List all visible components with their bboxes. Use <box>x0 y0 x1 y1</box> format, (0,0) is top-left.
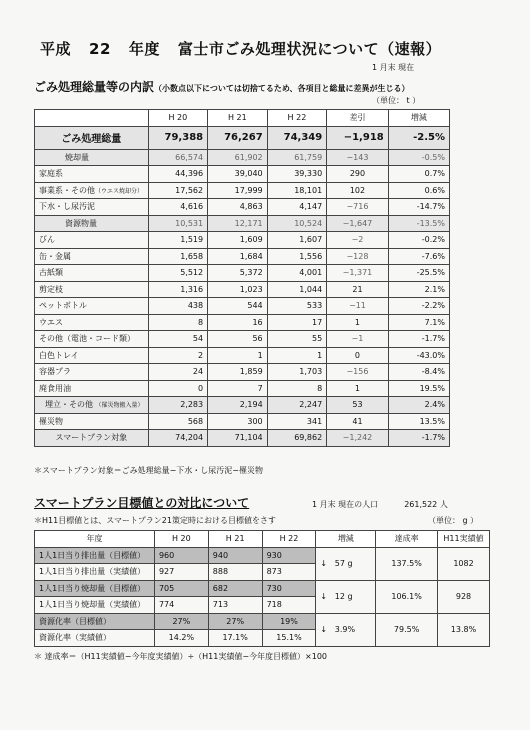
cell: 10,531 <box>148 215 208 232</box>
cell: −128 <box>327 248 389 265</box>
row-label-text: 事業系・その他 <box>39 185 95 195</box>
cell: 0.6% <box>388 182 449 199</box>
cell: 24 <box>148 364 208 381</box>
h11-actual: 13.8% <box>438 613 490 646</box>
cell: 5,512 <box>148 265 208 282</box>
table-row <box>35 430 450 447</box>
title-year: 22 <box>89 40 111 58</box>
row-label: 1人1日当り焼却量（実績値） <box>35 597 155 614</box>
cell: 930 <box>262 547 316 564</box>
table-row <box>35 265 450 282</box>
row-label: 資源物量 <box>35 215 149 232</box>
cell: 1,684 <box>208 248 268 265</box>
table-row <box>35 314 450 331</box>
change-cell <box>316 580 376 613</box>
row-label: 白色トレイ <box>35 347 149 364</box>
cell: 718 <box>262 597 316 614</box>
waste-breakdown-table <box>34 109 450 447</box>
cell: 56 <box>208 331 268 348</box>
cell: 2.1% <box>388 281 449 298</box>
cell: 960 <box>154 547 208 564</box>
header-cell: H 21 <box>208 110 268 127</box>
smart-plan-target-table <box>34 530 490 647</box>
cell: 17 <box>267 314 327 331</box>
cell: 21 <box>327 281 389 298</box>
cell: 2.4% <box>388 397 449 414</box>
cell: 1,556 <box>267 248 327 265</box>
cell: 53 <box>327 397 389 414</box>
cell: -43.0% <box>388 347 449 364</box>
population-info <box>312 499 448 510</box>
header-cell: 差引 <box>327 110 389 127</box>
cell: 7 <box>208 380 268 397</box>
cell: −1 <box>327 331 389 348</box>
cell: 0 <box>327 347 389 364</box>
row-label <box>35 397 149 414</box>
header-cell: H 20 <box>148 110 208 127</box>
section1-heading <box>34 78 410 95</box>
cell: -2.2% <box>388 298 449 315</box>
cell: 2,247 <box>267 397 327 414</box>
table-row <box>35 281 450 298</box>
cell: −1,647 <box>327 215 389 232</box>
cell: -0.5% <box>388 149 449 166</box>
cell: 17,999 <box>208 182 268 199</box>
cell: 940 <box>208 547 262 564</box>
cell: 7.1% <box>388 314 449 331</box>
cell: 1,519 <box>148 232 208 249</box>
table-row <box>35 166 450 183</box>
cell: −2 <box>327 232 389 249</box>
row-label: 罹災物 <box>35 413 149 430</box>
cell: -2.5% <box>388 126 449 149</box>
h11-actual: 1082 <box>438 547 490 580</box>
table-row <box>35 331 450 348</box>
cell: 66,574 <box>148 149 208 166</box>
row-label <box>35 182 149 199</box>
cell: 74,204 <box>148 430 208 447</box>
cell: 4,001 <box>267 265 327 282</box>
cell: 1 <box>327 380 389 397</box>
cell: 774 <box>154 597 208 614</box>
table-row <box>35 298 450 315</box>
title-main: 富士市ごみ処理状況について（速報） <box>177 40 442 58</box>
table-row <box>35 413 450 430</box>
cell: 0 <box>148 380 208 397</box>
row-label: スマートプラン対象 <box>35 430 149 447</box>
cell: 705 <box>154 580 208 597</box>
header-cell: 年度 <box>35 531 155 548</box>
cell: 290 <box>327 166 389 183</box>
cell: 682 <box>208 580 262 597</box>
cell: 1,316 <box>148 281 208 298</box>
cell: 2 <box>148 347 208 364</box>
cell: 1 <box>208 347 268 364</box>
cell: 888 <box>208 564 262 581</box>
footnote-achievement-formula: ＊ 達成率＝（H11実績値−今年度実績値）÷（H11実績値−今年度目標値）×100 <box>34 652 328 661</box>
cell: 44,396 <box>148 166 208 183</box>
cell: -7.6% <box>388 248 449 265</box>
cell: 1,859 <box>208 364 268 381</box>
table-row <box>35 215 450 232</box>
cell: 4,147 <box>267 199 327 216</box>
achievement-rate: 79.5% <box>376 613 438 646</box>
table-header-row <box>35 531 490 548</box>
table-row <box>35 380 450 397</box>
cell: −143 <box>327 149 389 166</box>
row-label: 古紙類 <box>35 265 149 282</box>
row-label: 資源化率（実績値） <box>35 630 155 647</box>
cell: 54 <box>148 331 208 348</box>
cell: 1,703 <box>267 364 327 381</box>
cell: 55 <box>267 331 327 348</box>
change-value: 12 g <box>334 592 353 601</box>
section2-heading: スマートプラン目標値との対比について <box>34 496 250 510</box>
down-arrow-icon: ↓ <box>320 559 328 568</box>
cell: −1,242 <box>327 430 389 447</box>
cell: -1.7% <box>388 430 449 447</box>
row-label: 1人1日当り焼却量（目標値） <box>35 580 155 597</box>
cell: 17.1% <box>208 630 262 647</box>
cell: 1,607 <box>267 232 327 249</box>
row-label: ペットボトル <box>35 298 149 315</box>
row-label: ごみ処理総量 <box>35 126 149 149</box>
cell: −11 <box>327 298 389 315</box>
cell: 17,562 <box>148 182 208 199</box>
table-row <box>35 347 450 364</box>
cell: 39,040 <box>208 166 268 183</box>
cell: 16 <box>208 314 268 331</box>
cell: 39,330 <box>267 166 327 183</box>
header-cell: 増減 <box>388 110 449 127</box>
cell: 1 <box>327 314 389 331</box>
cell: 0.7% <box>388 166 449 183</box>
header-cell: H 22 <box>267 110 327 127</box>
cell: −1,371 <box>327 265 389 282</box>
table-row <box>35 149 450 166</box>
header-cell: H 20 <box>154 531 208 548</box>
cell: 8 <box>267 380 327 397</box>
cell: 102 <box>327 182 389 199</box>
table-row <box>35 232 450 249</box>
change-cell <box>316 547 376 580</box>
row-label: ウエス <box>35 314 149 331</box>
cell: -8.4% <box>388 364 449 381</box>
cell: 27% <box>208 613 262 630</box>
cell: 1 <box>267 347 327 364</box>
cell: −156 <box>327 364 389 381</box>
cell: 12,171 <box>208 215 268 232</box>
section1-note: （小数点以下については切捨てるため、各項目と総量に差異が生じる） <box>154 84 410 93</box>
header-cell: H 22 <box>262 531 316 548</box>
header-cell: H 21 <box>208 531 262 548</box>
cell: 13.5% <box>388 413 449 430</box>
table-row <box>35 364 450 381</box>
table-row <box>35 580 490 597</box>
row-label: びん <box>35 232 149 249</box>
unit-label-g: （単位： g ） <box>428 516 479 525</box>
title-era: 平成 <box>40 40 72 58</box>
row-label: 1人1日当り排出量（目標値） <box>35 547 155 564</box>
cell: 1,658 <box>148 248 208 265</box>
row-label: 下水・し尿汚泥 <box>35 199 149 216</box>
as-of-date: 1 月末 現在 <box>372 63 415 72</box>
table-row <box>35 126 450 149</box>
change-cell <box>316 613 376 646</box>
cell: 69,862 <box>267 430 327 447</box>
achievement-rate: 106.1% <box>376 580 438 613</box>
table-row <box>35 547 490 564</box>
cell: 4,616 <box>148 199 208 216</box>
change-value: 57 g <box>334 559 353 568</box>
cell: 19.5% <box>388 380 449 397</box>
cell: 4,863 <box>208 199 268 216</box>
cell: -1.7% <box>388 331 449 348</box>
cell: 18,101 <box>267 182 327 199</box>
cell: −1,918 <box>327 126 389 149</box>
page-title <box>40 38 441 59</box>
section1-title: ごみ処理総量等の内訳 <box>34 80 155 94</box>
population-value: 261,522 人 <box>404 500 448 509</box>
cell: 27% <box>154 613 208 630</box>
cell: 300 <box>208 413 268 430</box>
cell: 76,267 <box>208 126 268 149</box>
cell: 41 <box>327 413 389 430</box>
cell: 438 <box>148 298 208 315</box>
footnote-h11-target: ＊H11目標値とは、スマートプラン21策定時における目標値をさす <box>34 516 276 525</box>
cell: 2,194 <box>208 397 268 414</box>
down-arrow-icon: ↓ <box>320 592 328 601</box>
footnote-smart-plan: ＊スマートプラン対象＝ごみ処理総量−下水・し尿汚泥−罹災物 <box>34 466 264 475</box>
header-cell <box>35 110 149 127</box>
cell: 1,023 <box>208 281 268 298</box>
cell: 2,283 <box>148 397 208 414</box>
row-label: 1人1日当り排出量（実績値） <box>35 564 155 581</box>
header-cell: 達成率 <box>376 531 438 548</box>
population-label: 1 月末 現在の人口 <box>312 500 379 509</box>
header-cell: H11実績値 <box>438 531 490 548</box>
cell: 873 <box>262 564 316 581</box>
down-arrow-icon: ↓ <box>320 625 328 634</box>
cell: -0.2% <box>388 232 449 249</box>
table-row <box>35 397 450 414</box>
change-value: 3.9% <box>334 625 356 634</box>
cell: 341 <box>267 413 327 430</box>
cell: 74,349 <box>267 126 327 149</box>
cell: -14.7% <box>388 199 449 216</box>
cell: -25.5% <box>388 265 449 282</box>
cell: 61,759 <box>267 149 327 166</box>
table-row <box>35 248 450 265</box>
row-subnote: （ウエス焼却分） <box>95 187 144 195</box>
table-row <box>35 182 450 199</box>
row-subnote: （罹災物搬入量） <box>95 402 144 410</box>
row-label: その他（電池・コード類） <box>35 331 149 348</box>
unit-label-t: （単位： t ） <box>372 96 421 105</box>
row-label: 缶・金属 <box>35 248 149 265</box>
cell: 71,104 <box>208 430 268 447</box>
cell: 8 <box>148 314 208 331</box>
cell: 79,388 <box>148 126 208 149</box>
cell: 1,044 <box>267 281 327 298</box>
row-label: 廃食用油 <box>35 380 149 397</box>
cell: 15.1% <box>262 630 316 647</box>
cell: 927 <box>154 564 208 581</box>
cell: 5,372 <box>208 265 268 282</box>
cell: 61,902 <box>208 149 268 166</box>
cell: 1,609 <box>208 232 268 249</box>
row-label: 家庭系 <box>35 166 149 183</box>
row-label: 資源化率（目標値） <box>35 613 155 630</box>
row-label: 焼却量 <box>35 149 149 166</box>
cell: 14.2% <box>154 630 208 647</box>
row-label: 容器プラ <box>35 364 149 381</box>
table-row <box>35 199 450 216</box>
header-cell: 増減 <box>316 531 376 548</box>
cell: 544 <box>208 298 268 315</box>
row-label: 剪定枝 <box>35 281 149 298</box>
cell: 10,524 <box>267 215 327 232</box>
cell: 730 <box>262 580 316 597</box>
cell: 533 <box>267 298 327 315</box>
cell: 713 <box>208 597 262 614</box>
cell: 568 <box>148 413 208 430</box>
cell: −716 <box>327 199 389 216</box>
title-label: 年度 <box>128 40 160 58</box>
h11-actual: 928 <box>438 580 490 613</box>
table-header-row <box>35 110 450 127</box>
cell: -13.5% <box>388 215 449 232</box>
achievement-rate: 137.5% <box>376 547 438 580</box>
table-row <box>35 613 490 630</box>
cell: 19% <box>262 613 316 630</box>
row-label-text: 埋立・その他 <box>45 400 93 410</box>
